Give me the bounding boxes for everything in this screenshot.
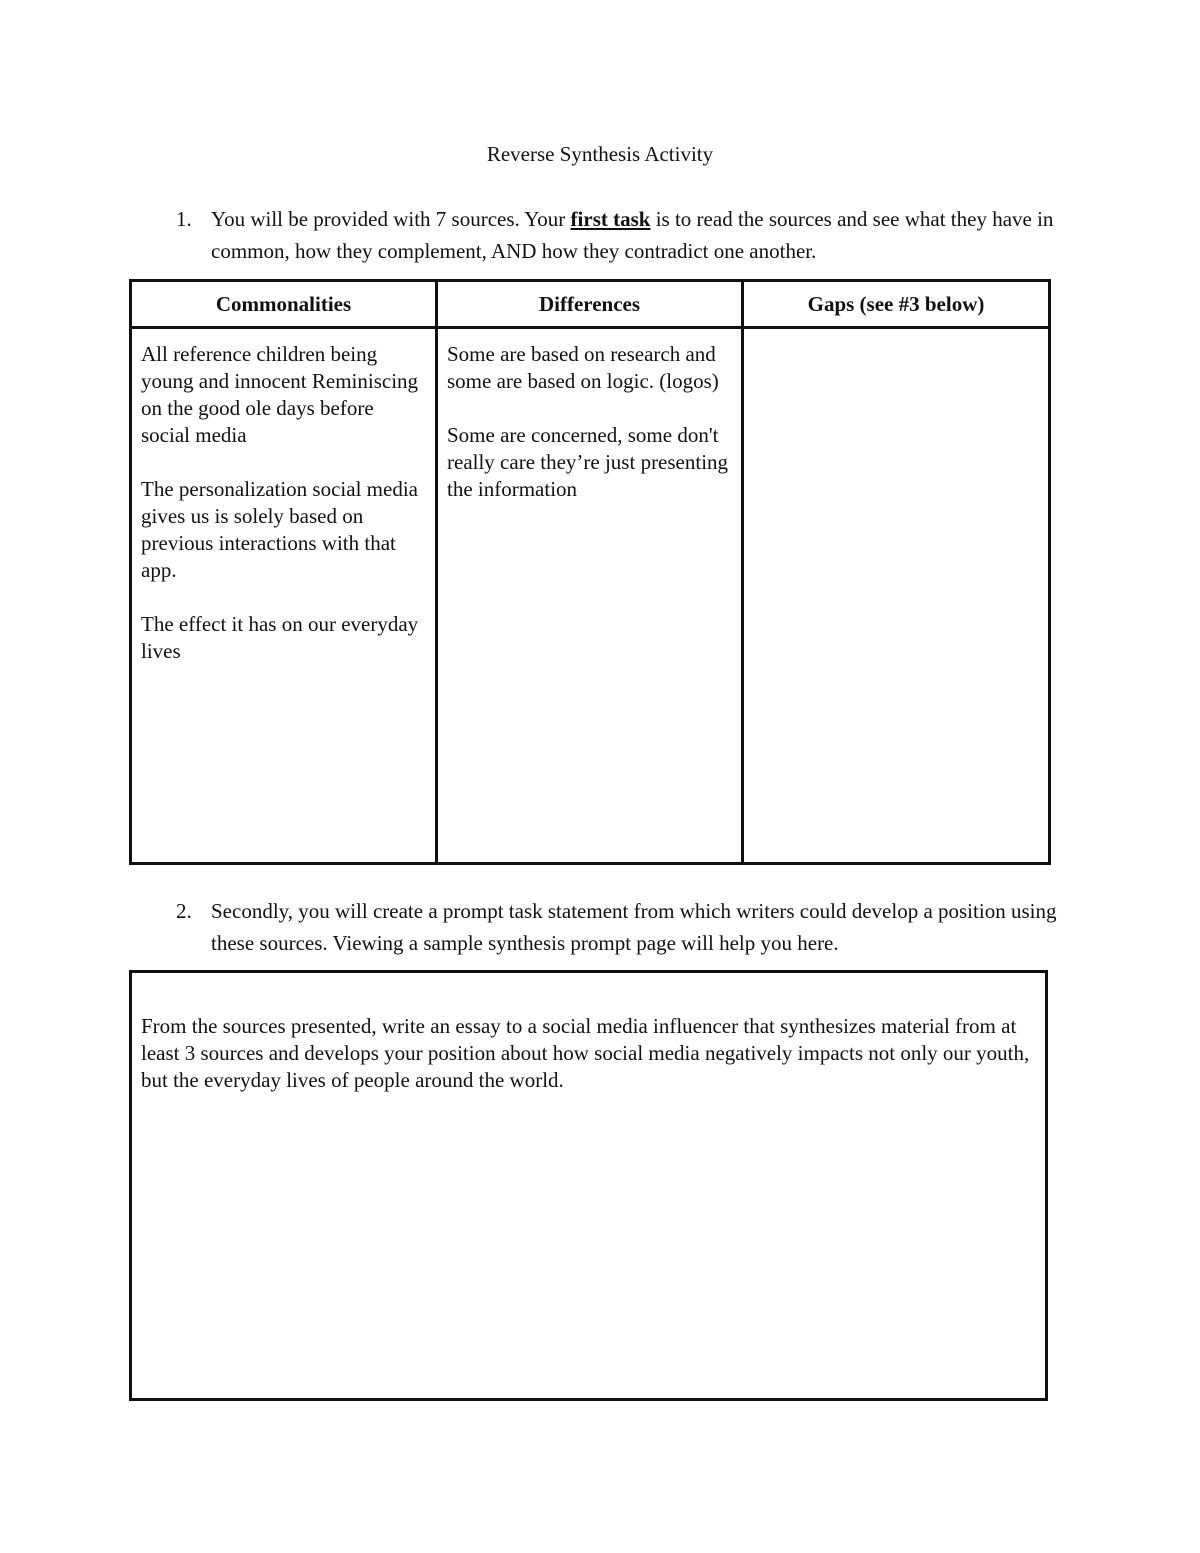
first-task-emphasis: first task bbox=[570, 207, 651, 231]
instruction-1-text-a: You will be provided with 7 sources. Your bbox=[211, 207, 571, 231]
header-differences: Differences bbox=[437, 281, 743, 328]
header-commonalities: Commonalities bbox=[131, 281, 437, 328]
synthesis-table bbox=[129, 279, 1051, 865]
header-gaps: Gaps (see #3 below) bbox=[743, 281, 1050, 328]
table-body-row bbox=[131, 328, 1050, 864]
instruction-1-number: 1. bbox=[176, 207, 192, 231]
difference-item: Some are based on research and some are based on logic. (logos) bbox=[447, 342, 719, 393]
instruction-2-number: 2. bbox=[176, 899, 192, 923]
instruction-2 bbox=[176, 895, 1066, 959]
differences-cell[interactable] bbox=[437, 328, 743, 864]
prompt-box[interactable] bbox=[129, 970, 1048, 1401]
instruction-2-text: Secondly, you will create a prompt task statement from which writers could develop a position using these sources. Viewing a sample synthesis prompt page will help you here. bbox=[211, 899, 1057, 955]
instruction-1 bbox=[176, 203, 1066, 267]
prompt-text: From the sources presented, write an essay to a social media influencer that synthesizes material from at least 3 sources and develops your position about how social media negatively impacts not only our youth, but the everyday lives of people around the world. bbox=[141, 1014, 1030, 1092]
page-title: Reverse Synthesis Activity bbox=[486, 142, 714, 166]
gaps-cell[interactable] bbox=[743, 328, 1050, 864]
commonality-item: The effect it has on our everyday lives bbox=[141, 612, 419, 663]
commonality-item: All reference children being young and innocent Reminiscing on the good ole days before social media bbox=[141, 342, 419, 447]
difference-item: Some are concerned, some don't really care they’re just presenting the information bbox=[447, 423, 729, 501]
instruction-1-text bbox=[211, 203, 1066, 267]
commonalities-cell[interactable] bbox=[131, 328, 437, 864]
table-header-row bbox=[131, 281, 1050, 328]
commonality-item: The personalization social media gives us is solely based on previous interactions with that app. bbox=[141, 477, 418, 582]
instruction-1-text-b: is to read the sources and see what they have in common, how they complement, AND how they contradict one another. bbox=[211, 207, 1054, 263]
